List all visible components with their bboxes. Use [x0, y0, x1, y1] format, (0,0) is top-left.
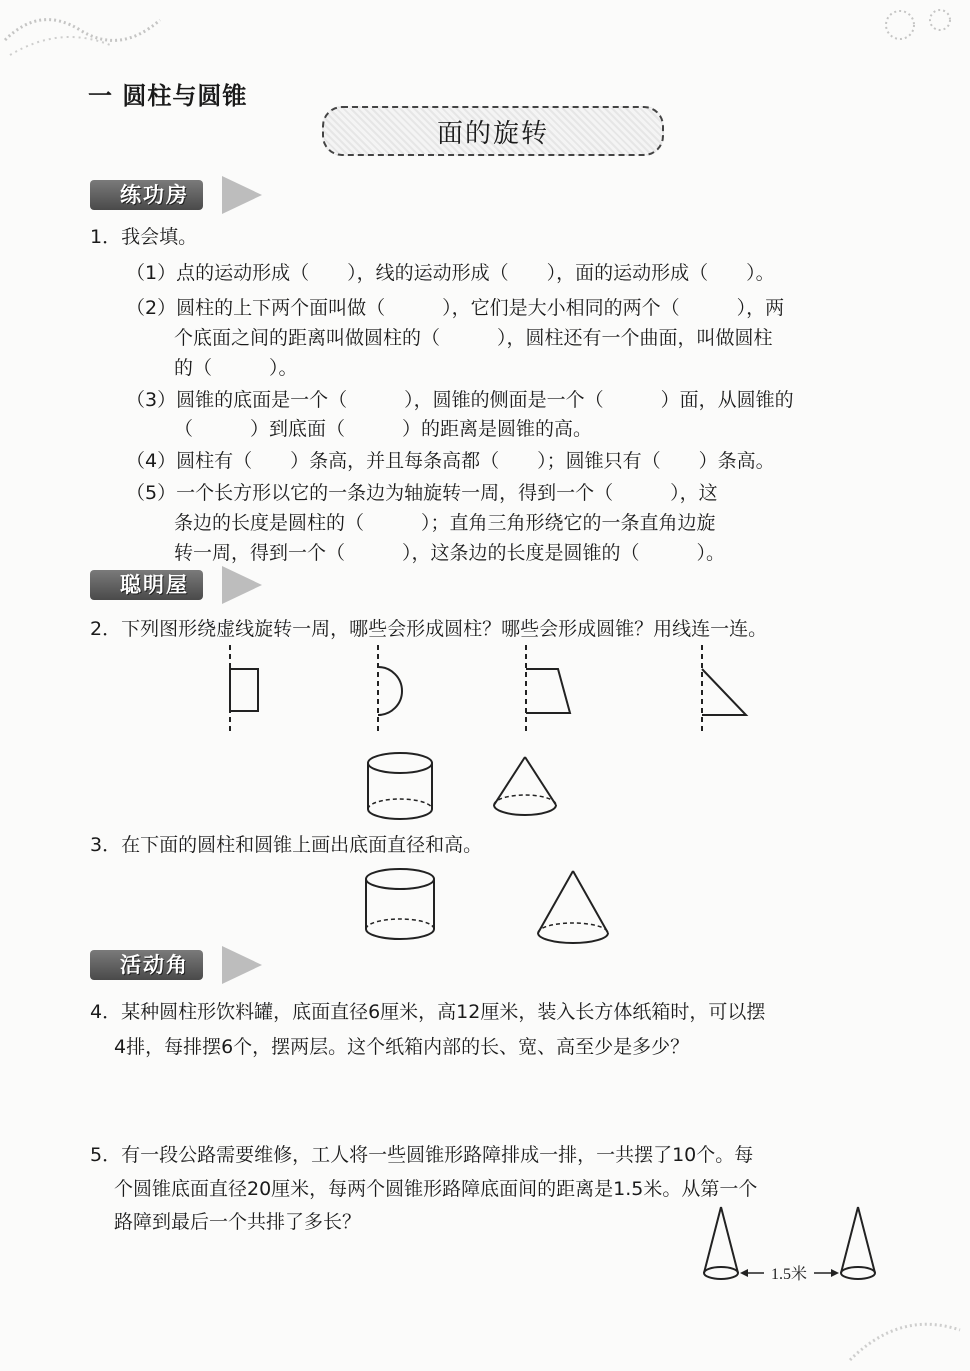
- q4-line: 4．某种圆柱形饮料罐，底面直径6厘米，高12厘米，装入长方体纸箱时，可以摆: [90, 1001, 766, 1023]
- rectangle-shape: [230, 645, 258, 735]
- section-banner-smart: [90, 566, 280, 604]
- section-label: 练功房: [90, 180, 203, 210]
- q1-line: （3）圆锥的底面是一个（ ），圆锥的侧面是一个（ ）面，从圆锥的: [126, 389, 794, 411]
- q5-line: 个圆锥底面直径20厘米，每两个圆锥形路障底面间的距离是1.5米。从第一个: [114, 1178, 758, 1200]
- section-label: 活动角: [90, 950, 203, 980]
- corner-ornament-left: [0, 0, 200, 60]
- section-banner-activity: [90, 946, 280, 984]
- question-3-label: 3．在下面的圆柱和圆锥上画出底面直径和高。: [90, 834, 483, 856]
- cylinder-shape: [368, 753, 432, 819]
- q2-figures: [200, 645, 780, 835]
- q4-line: 4排，每排摆6个，摆两层。这个纸箱内部的长、宽、高至少是多少？: [114, 1036, 690, 1058]
- q1-line: 条边的长度是圆柱的（ ）；直角三角形绕它的一条直角边旋: [174, 512, 716, 534]
- trapezoid-shape: [526, 645, 570, 735]
- q1-line: （1）点的运动形成（ ），线的运动形成（ ），面的运动形成（ ）。: [126, 262, 775, 284]
- q1-line: （ ）到底面（ ）的距离是圆锥的高。: [174, 418, 593, 440]
- section-label: 聪明屋: [90, 570, 203, 600]
- semicircle-shape: [378, 645, 402, 735]
- q1-line: 转一周，得到一个（ ），这条边的长度是圆锥的（ ）。: [174, 542, 726, 564]
- q1-line: 的（ ）。: [174, 357, 298, 379]
- right-triangle-shape: [702, 645, 746, 735]
- cone-shape: [494, 757, 556, 815]
- section-banner-practice: [90, 176, 280, 214]
- q5-line: 5．有一段公路需要维修，工人将一些圆锥形路障排成一排，一共摆了10个。每: [90, 1144, 754, 1166]
- q1-line: （5）一个长方形以它的一条边为轴旋转一周，得到一个（ ），这: [126, 482, 718, 504]
- question-1-label: 1．我会填。: [90, 226, 198, 248]
- distance-label: 1.5米: [770, 1266, 808, 1283]
- cone-shape: [841, 1207, 875, 1279]
- q1-line: 个底面之间的距离叫做圆柱的（ ），圆柱还有一个曲面，叫做圆柱: [174, 327, 773, 349]
- lesson-title: 面的旋转: [322, 106, 664, 156]
- cone-shape: [538, 871, 608, 943]
- cone-shape: [704, 1207, 738, 1279]
- unit-title: 一 圆柱与圆锥: [88, 82, 248, 110]
- q1-line: （2）圆柱的上下两个面叫做（ ），它们是大小相同的两个（ ），两: [126, 297, 785, 319]
- q1-line: （4）圆柱有（ ）条高，并且每条高都（ ）；圆锥只有（ ）条高。: [126, 450, 775, 472]
- corner-ornament-right: [860, 0, 970, 60]
- q5-line: 路障到最后一个共排了多长？: [114, 1211, 362, 1233]
- q5-cones-figure: [698, 1205, 888, 1295]
- question-2-label: 2．下列图形绕虚线旋转一周，哪些会形成圆柱？哪些会形成圆锥？用线连一连。: [90, 618, 768, 640]
- cylinder-shape: [366, 869, 434, 939]
- q3-figures: [350, 865, 620, 950]
